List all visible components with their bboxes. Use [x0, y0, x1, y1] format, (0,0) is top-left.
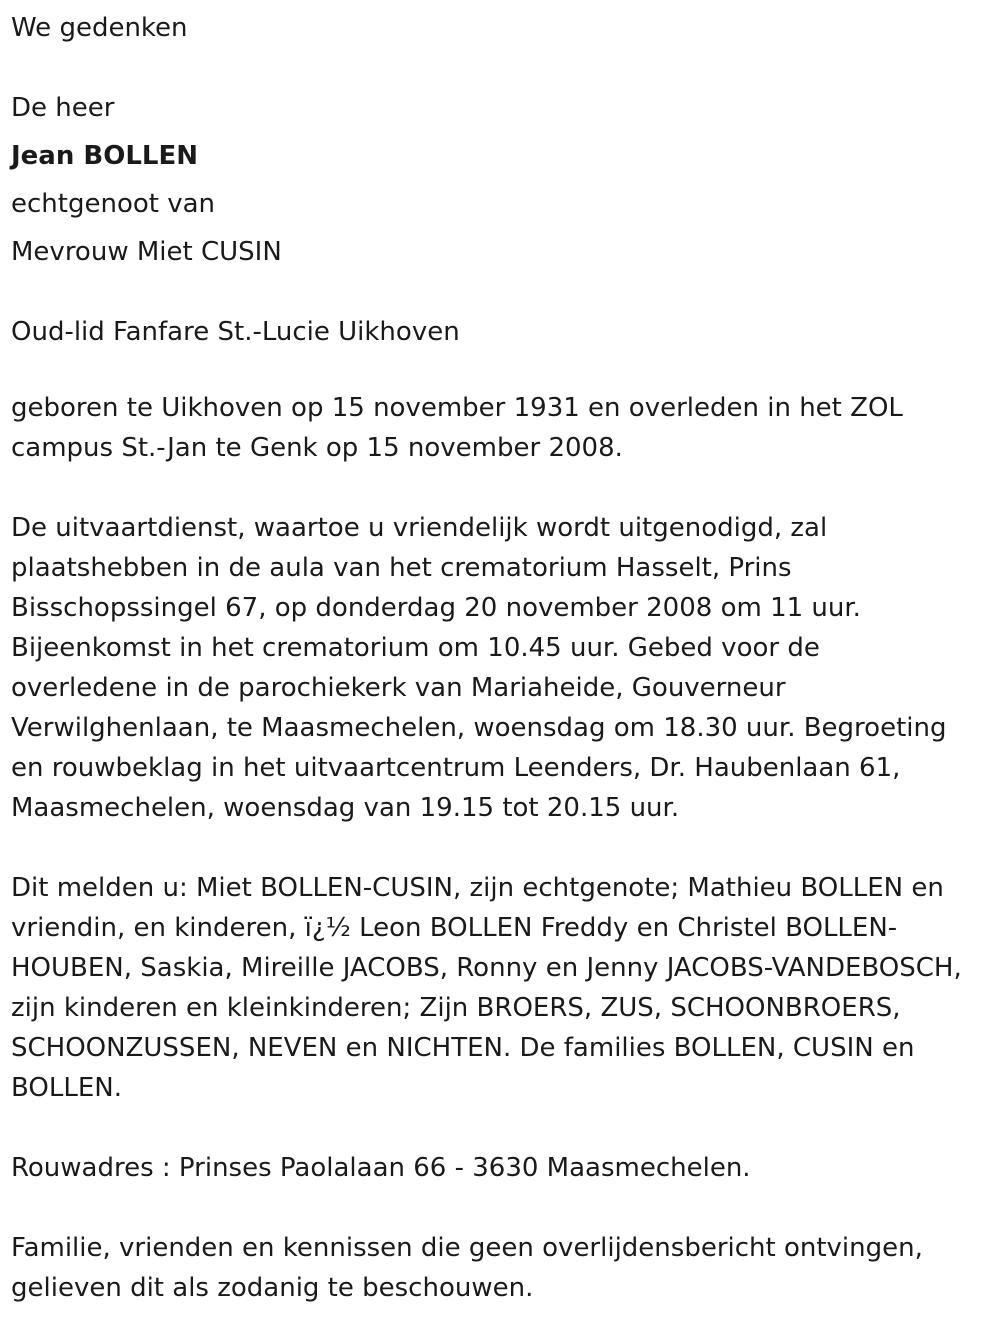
title-text: De heer [11, 93, 115, 123]
spacer [11, 468, 986, 508]
family-paragraph: Dit melden u: Miet BOLLEN-CUSIN, zijn echtgenote; Mathieu BOLLEN en vriendin, en kinderen, ï¿½ Leon BOLLEN Freddy en Christel BOLLEN-HOUBEN, Saskia, Mireille JACOBS, Ronny en Jenny JACOBS-VANDEBOSCH, zijn kinderen en kleinkinderen; Zijn BROERS, ZUS, SCHOONBROERS, SCHOONZUSSEN, NEVEN en NICHTEN. De families BOLLEN, CUSIN en BOLLEN. [11, 873, 962, 1103]
birth-death-paragraph: geboren te Uikhoven op 15 november 1931 en overleden in het ZOL campus St.-Jan te Genk op 15 november 2008. [11, 393, 903, 463]
deceased-name: Jean BOLLEN [11, 141, 198, 171]
obituary-notice [11, 4, 986, 1308]
address-text: Rouwadres : Prinses Paolalaan 66 - 3630 Maasmechelen. [11, 1153, 751, 1183]
spacer [11, 52, 986, 84]
relation-text: echtgenoot van [11, 189, 216, 219]
spouse-name: Mevrouw Miet CUSIN [11, 237, 282, 267]
spacer [11, 276, 986, 308]
spacer [11, 1188, 986, 1228]
closing-paragraph: Familie, vrienden en kennissen die geen overlijdensbericht ontvingen, gelieven dit als zodanig te beschouwen. [11, 1233, 923, 1303]
intro-text: We gedenken [11, 13, 188, 43]
membership-text: Oud-lid Fanfare St.-Lucie Uikhoven [11, 317, 460, 347]
spacer [11, 828, 986, 868]
funeral-paragraph: De uitvaartdienst, waartoe u vriendelijk wordt uitgenodigd, zal plaatshebben in de aula van het crematorium Hasselt, Prins Bisschopssingel 67, op donderdag 20 november 2008 om 11 uur. Bijeenkomst in het crematorium om 10.45 uur. Gebed voor de overledene in de parochiekerk van Mariaheide, Gouverneur Verwilghenlaan, te Maasmechelen, woensdag om 18.30 uur. Begroeting en rouwbeklag in het uitvaartcentrum Leenders, Dr. Haubenlaan 61, Maasmechelen, woensdag van 19.15 tot 20.15 uur. [11, 513, 947, 823]
spacer [11, 1108, 986, 1148]
spacer [11, 356, 986, 388]
